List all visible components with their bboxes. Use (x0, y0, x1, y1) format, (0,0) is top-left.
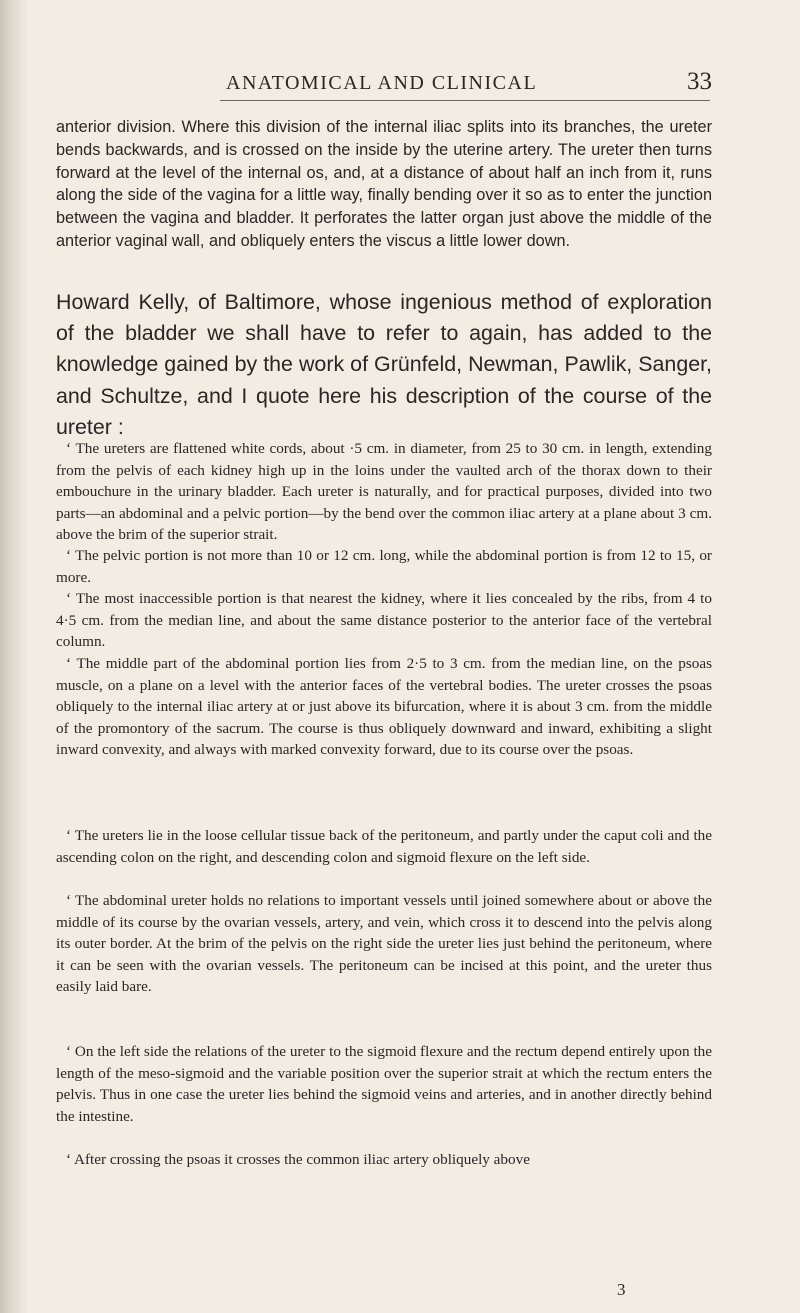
quote-paragraph: ‘ The abdominal ureter holds no relations to important vessels until joined somewhere about or above the middle of its course by the ovarian vessels, artery, and vein, which cross it to descend into the pelvis along its outer border. At the brim of the pelvis on the right side the ureter lies just behind the peritoneum, where it can be seen with the ovarian vessels. The peritoneum can be incised at this point, and the ureter thus easily laid bare. (56, 892, 712, 996)
quote-paragraph: ‘ The ureters lie in the loose cellular tissue back of the peritoneum, and partly under the caput coli and the ascending colon on the right, and descending colon and sigmoid flexure on the left side. (56, 827, 712, 866)
header-rule (220, 100, 710, 101)
quote-paragraph: ‘ The pelvic portion is not more than 10 or 12 cm. long, while the abdominal portion is from 12 to 15, or more. (56, 547, 712, 586)
running-title: ANATOMICAL AND CLINICAL (226, 72, 538, 94)
intro-paragraph: Howard Kelly, of Baltimore, whose ingenious method of exploration of the bladder we shall have to refer to again, has added to the knowledge gained by the work of Grünfeld, Newman, Pawlik, Sanger, and Schultze, and I quote here his description of the course of the ureter : (56, 290, 712, 439)
page-number: 33 (687, 68, 712, 95)
quote-paragraph: ‘ On the left side the relations of the ureter to the sigmoid flexure and the rectum depend entirely upon the length of the meso-sigmoid and the variable position over the superior strait at which the rectum enters the pelvis. Thus in one case the ureter lies behind the sigmoid veins and arteries, and in another directly behind the intestine. (56, 1043, 712, 1125)
signature-mark: 3 (617, 1280, 626, 1299)
running-header (0, 66, 712, 102)
body-paragraph: anterior division. Where this division of the internal iliac splits into its branches, the ureter bends backwards, and is crossed on the inside by the uterine artery. The ureter then turns forward at the level of the internal os, and, at a distance of about half an inch from it, runs along the side of the vagina for a little way, finally bending over it so as to enter the junction between the vagina and bladder. It perforates the latter organ just above the middle of the anterior vaginal wall, and obliquely enters the viscus a little lower down. (56, 118, 712, 250)
quote-paragraph: ‘ After crossing the psoas it crosses the common iliac artery obliquely above (66, 1151, 530, 1168)
quote-paragraph: ‘ The middle part of the abdominal portion lies from 2·5 to 3 cm. from the median line, on the psoas muscle, on a plane on a level with the anterior faces of the vertebral bodies. The ureter crosses the psoas obliquely to the internal iliac artery at or just above its bifurcation, where it is about 3 cm. from the middle of the promontory of the sacrum. The course is thus obliquely downward and inward, exhibiting a slight inward convexity, and always with marked convexity forward, due to its course over the psoas. (56, 655, 712, 759)
quote-paragraph: ‘ The most inaccessible portion is that nearest the kidney, where it lies concealed by the ribs, from 4 to 4·5 cm. from the median line, and about the same distance posterior to the anterior face of the vertebral column. (56, 590, 712, 651)
quote-paragraph: ‘ The ureters are flattened white cords, about ·5 cm. in diameter, from 25 to 30 cm. in length, extending from the pelvis of each kidney high up in the loins under the vaulted arch of the thorax down to their embouchure in the urinary bladder. Each ureter is naturally, and for practical purposes, divided into two parts—an abdominal and a pelvic portion—by the bend over the common iliac artery at a plane about 3 cm. above the brim of the superior strait. (56, 440, 712, 544)
